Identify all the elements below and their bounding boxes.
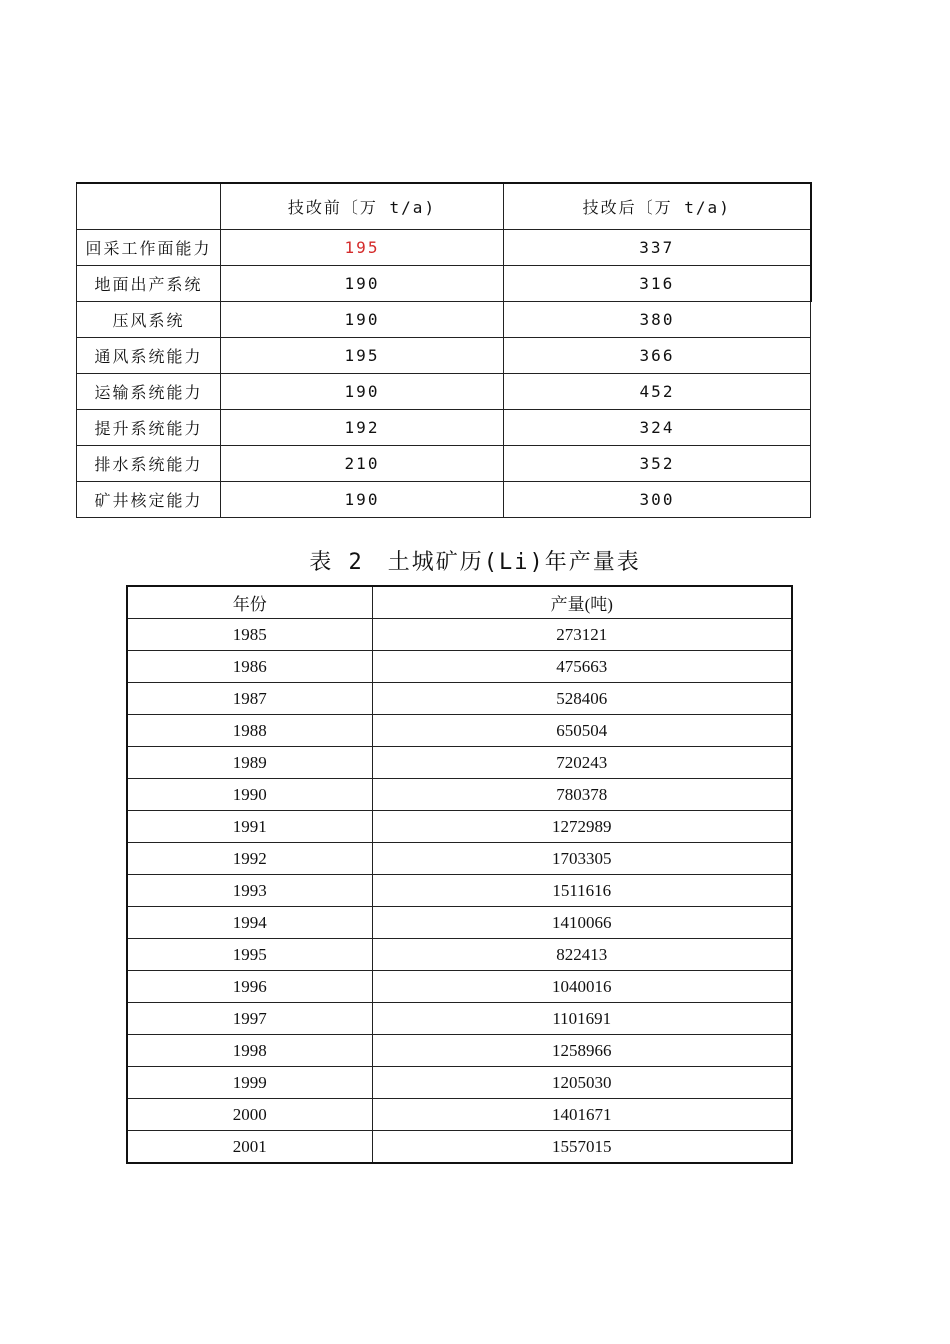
output-table-title: 表 2 土城矿历(Li)年产量表 xyxy=(309,550,641,575)
output-row-output: 720243 xyxy=(372,747,792,779)
table-row xyxy=(77,410,811,446)
capacity-row-label: 排水系统能力 xyxy=(77,446,221,482)
table-row xyxy=(77,338,811,374)
capacity-row-label: 压风系统 xyxy=(77,302,221,338)
output-row-year: 1996 xyxy=(127,971,372,1003)
capacity-row-before: 195 xyxy=(221,230,504,266)
output-table-header-row xyxy=(127,586,792,619)
output-row-output: 1410066 xyxy=(372,907,792,939)
table-row xyxy=(127,843,792,875)
table-row xyxy=(127,651,792,683)
output-row-year: 1994 xyxy=(127,907,372,939)
capacity-table-header-row xyxy=(77,183,811,230)
table-row xyxy=(77,266,811,302)
output-row-output: 1040016 xyxy=(372,971,792,1003)
capacity-header-after: 技改后〔万 t/a) xyxy=(504,183,811,230)
capacity-row-label: 地面出产系统 xyxy=(77,266,221,302)
table-row xyxy=(127,715,792,747)
capacity-row-before: 195 xyxy=(221,338,504,374)
capacity-row-label: 提升系统能力 xyxy=(77,410,221,446)
table-row xyxy=(77,374,811,410)
output-row-output: 822413 xyxy=(372,939,792,971)
capacity-row-before: 190 xyxy=(221,374,504,410)
output-row-output: 780378 xyxy=(372,779,792,811)
capacity-table-body xyxy=(77,183,811,518)
table-row xyxy=(127,779,792,811)
table-row xyxy=(127,1067,792,1099)
output-row-year: 1999 xyxy=(127,1067,372,1099)
output-row-year: 1989 xyxy=(127,747,372,779)
output-row-year: 1987 xyxy=(127,683,372,715)
output-row-year: 2000 xyxy=(127,1099,372,1131)
capacity-row-after: 316 xyxy=(504,266,811,302)
table-row xyxy=(127,1003,792,1035)
table-row xyxy=(127,875,792,907)
output-row-year: 1993 xyxy=(127,875,372,907)
capacity-row-after: 324 xyxy=(504,410,811,446)
output-row-year: 1990 xyxy=(127,779,372,811)
capacity-row-after: 352 xyxy=(504,446,811,482)
output-row-year: 1995 xyxy=(127,939,372,971)
table-row xyxy=(127,683,792,715)
output-row-year: 1988 xyxy=(127,715,372,747)
capacity-row-before: 190 xyxy=(221,302,504,338)
table-row xyxy=(127,619,792,651)
output-row-year: 1992 xyxy=(127,843,372,875)
capacity-row-before: 190 xyxy=(221,266,504,302)
output-header-year: 年份 xyxy=(127,586,372,619)
output-table xyxy=(126,585,793,1164)
output-row-year: 2001 xyxy=(127,1131,372,1164)
output-row-output: 273121 xyxy=(372,619,792,651)
output-table-body xyxy=(127,586,792,1163)
output-row-output: 1557015 xyxy=(372,1131,792,1164)
output-row-year: 1997 xyxy=(127,1003,372,1035)
output-row-year: 1991 xyxy=(127,811,372,843)
output-row-output: 1401671 xyxy=(372,1099,792,1131)
table-row xyxy=(127,811,792,843)
capacity-row-after: 366 xyxy=(504,338,811,374)
capacity-row-after: 380 xyxy=(504,302,811,338)
capacity-row-label: 矿井核定能力 xyxy=(77,482,221,518)
capacity-row-before: 210 xyxy=(221,446,504,482)
output-header-output: 产量(吨) xyxy=(372,586,792,619)
capacity-row-after: 452 xyxy=(504,374,811,410)
capacity-row-label: 回采工作面能力 xyxy=(77,230,221,266)
capacity-row-label: 通风系统能力 xyxy=(77,338,221,374)
table-row xyxy=(77,302,811,338)
table-row xyxy=(127,747,792,779)
output-row-year: 1986 xyxy=(127,651,372,683)
output-row-output: 1703305 xyxy=(372,843,792,875)
output-row-output: 1511616 xyxy=(372,875,792,907)
capacity-row-before: 190 xyxy=(221,482,504,518)
capacity-header-before: 技改前〔万 t/a) xyxy=(221,183,504,230)
capacity-row-after: 300 xyxy=(504,482,811,518)
table-row xyxy=(127,939,792,971)
output-row-output: 1272989 xyxy=(372,811,792,843)
capacity-table xyxy=(76,182,812,518)
output-row-output: 475663 xyxy=(372,651,792,683)
capacity-row-after: 337 xyxy=(504,230,811,266)
output-row-output: 1258966 xyxy=(372,1035,792,1067)
table-row xyxy=(127,907,792,939)
capacity-header-corner xyxy=(77,183,221,230)
table-row xyxy=(77,446,811,482)
output-row-output: 1101691 xyxy=(372,1003,792,1035)
output-row-year: 1998 xyxy=(127,1035,372,1067)
table-row xyxy=(77,230,811,266)
output-row-output: 650504 xyxy=(372,715,792,747)
table-row xyxy=(127,1035,792,1067)
capacity-row-label: 运输系统能力 xyxy=(77,374,221,410)
output-row-year: 1985 xyxy=(127,619,372,651)
table-row xyxy=(127,971,792,1003)
table-row xyxy=(127,1131,792,1164)
capacity-row-before: 192 xyxy=(221,410,504,446)
table-row xyxy=(77,482,811,518)
output-row-output: 528406 xyxy=(372,683,792,715)
output-row-output: 1205030 xyxy=(372,1067,792,1099)
table-row xyxy=(127,1099,792,1131)
